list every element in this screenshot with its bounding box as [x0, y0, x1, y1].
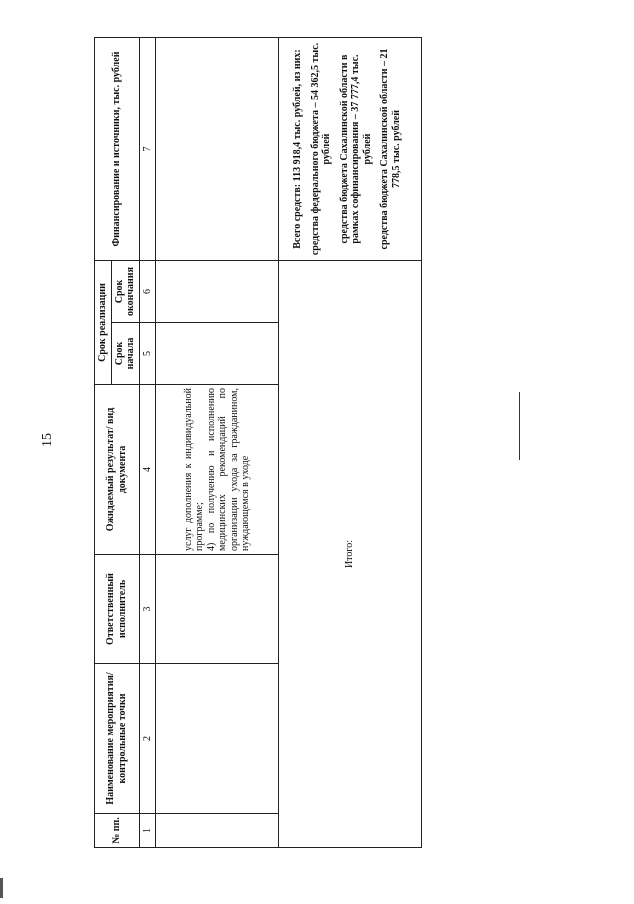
finance-summary [292, 41, 402, 257]
scan-edge-mark [0, 878, 3, 898]
index-cell: 4 [139, 385, 156, 555]
content-end-cell [156, 261, 279, 323]
content-result-cell [156, 385, 279, 555]
header-num: № пп. [95, 814, 140, 848]
activities-table [94, 37, 422, 848]
content-row [156, 38, 279, 848]
content-finance-cell [156, 38, 279, 261]
content-num-cell [156, 814, 279, 848]
total-row [279, 38, 422, 848]
content-name-cell [156, 664, 279, 814]
index-row [139, 38, 156, 848]
header-row [95, 38, 112, 848]
header-start: Срок начала [111, 323, 139, 385]
finance-regional-cofin: средства бюджета Сахалинской области в рамках софинансирования – 37 777,4 тыс. рублей [338, 54, 373, 244]
vertical-rule [519, 392, 520, 460]
total-label: Итого: [279, 261, 422, 848]
index-cell: 2 [139, 664, 156, 814]
index-cell: 3 [139, 555, 156, 664]
header-period: Срок реализации [95, 261, 112, 385]
header-end: Срок окончания [111, 261, 139, 323]
finance-federal: средства федерального бюджета – 54 362,5 тыс. рублей [309, 42, 332, 256]
total-finance-cell [279, 38, 422, 261]
header-executor: Ответственный исполнитель [95, 555, 140, 664]
index-cell: 6 [139, 261, 156, 323]
index-cell: 5 [139, 323, 156, 385]
header-name: Наименование мероприятия/ контрольные точки [95, 664, 140, 814]
rotated-table-container [94, 38, 504, 848]
finance-regional: средства бюджета Сахалинской области – 21 778,5 тыс. рублей [379, 48, 402, 250]
page-number: 15 [40, 433, 55, 447]
index-cell: 7 [139, 38, 156, 261]
content-executor-cell [156, 555, 279, 664]
result-text: услуг дополнения к индивидуальной программе; 4) по получению и исполнению медицинских рекомендаций по организации ухода за гражданином, нуждающемся в уходе [182, 388, 251, 551]
header-finance: Финансирование и источники, тыс. рублей [95, 38, 140, 261]
finance-total: Всего средств: 113 918,4 тыс. рублей, из них: [292, 49, 303, 249]
index-cell: 1 [139, 814, 156, 848]
content-start-cell [156, 323, 279, 385]
header-result: Ожидаемый результат/ вид документа [95, 385, 140, 555]
